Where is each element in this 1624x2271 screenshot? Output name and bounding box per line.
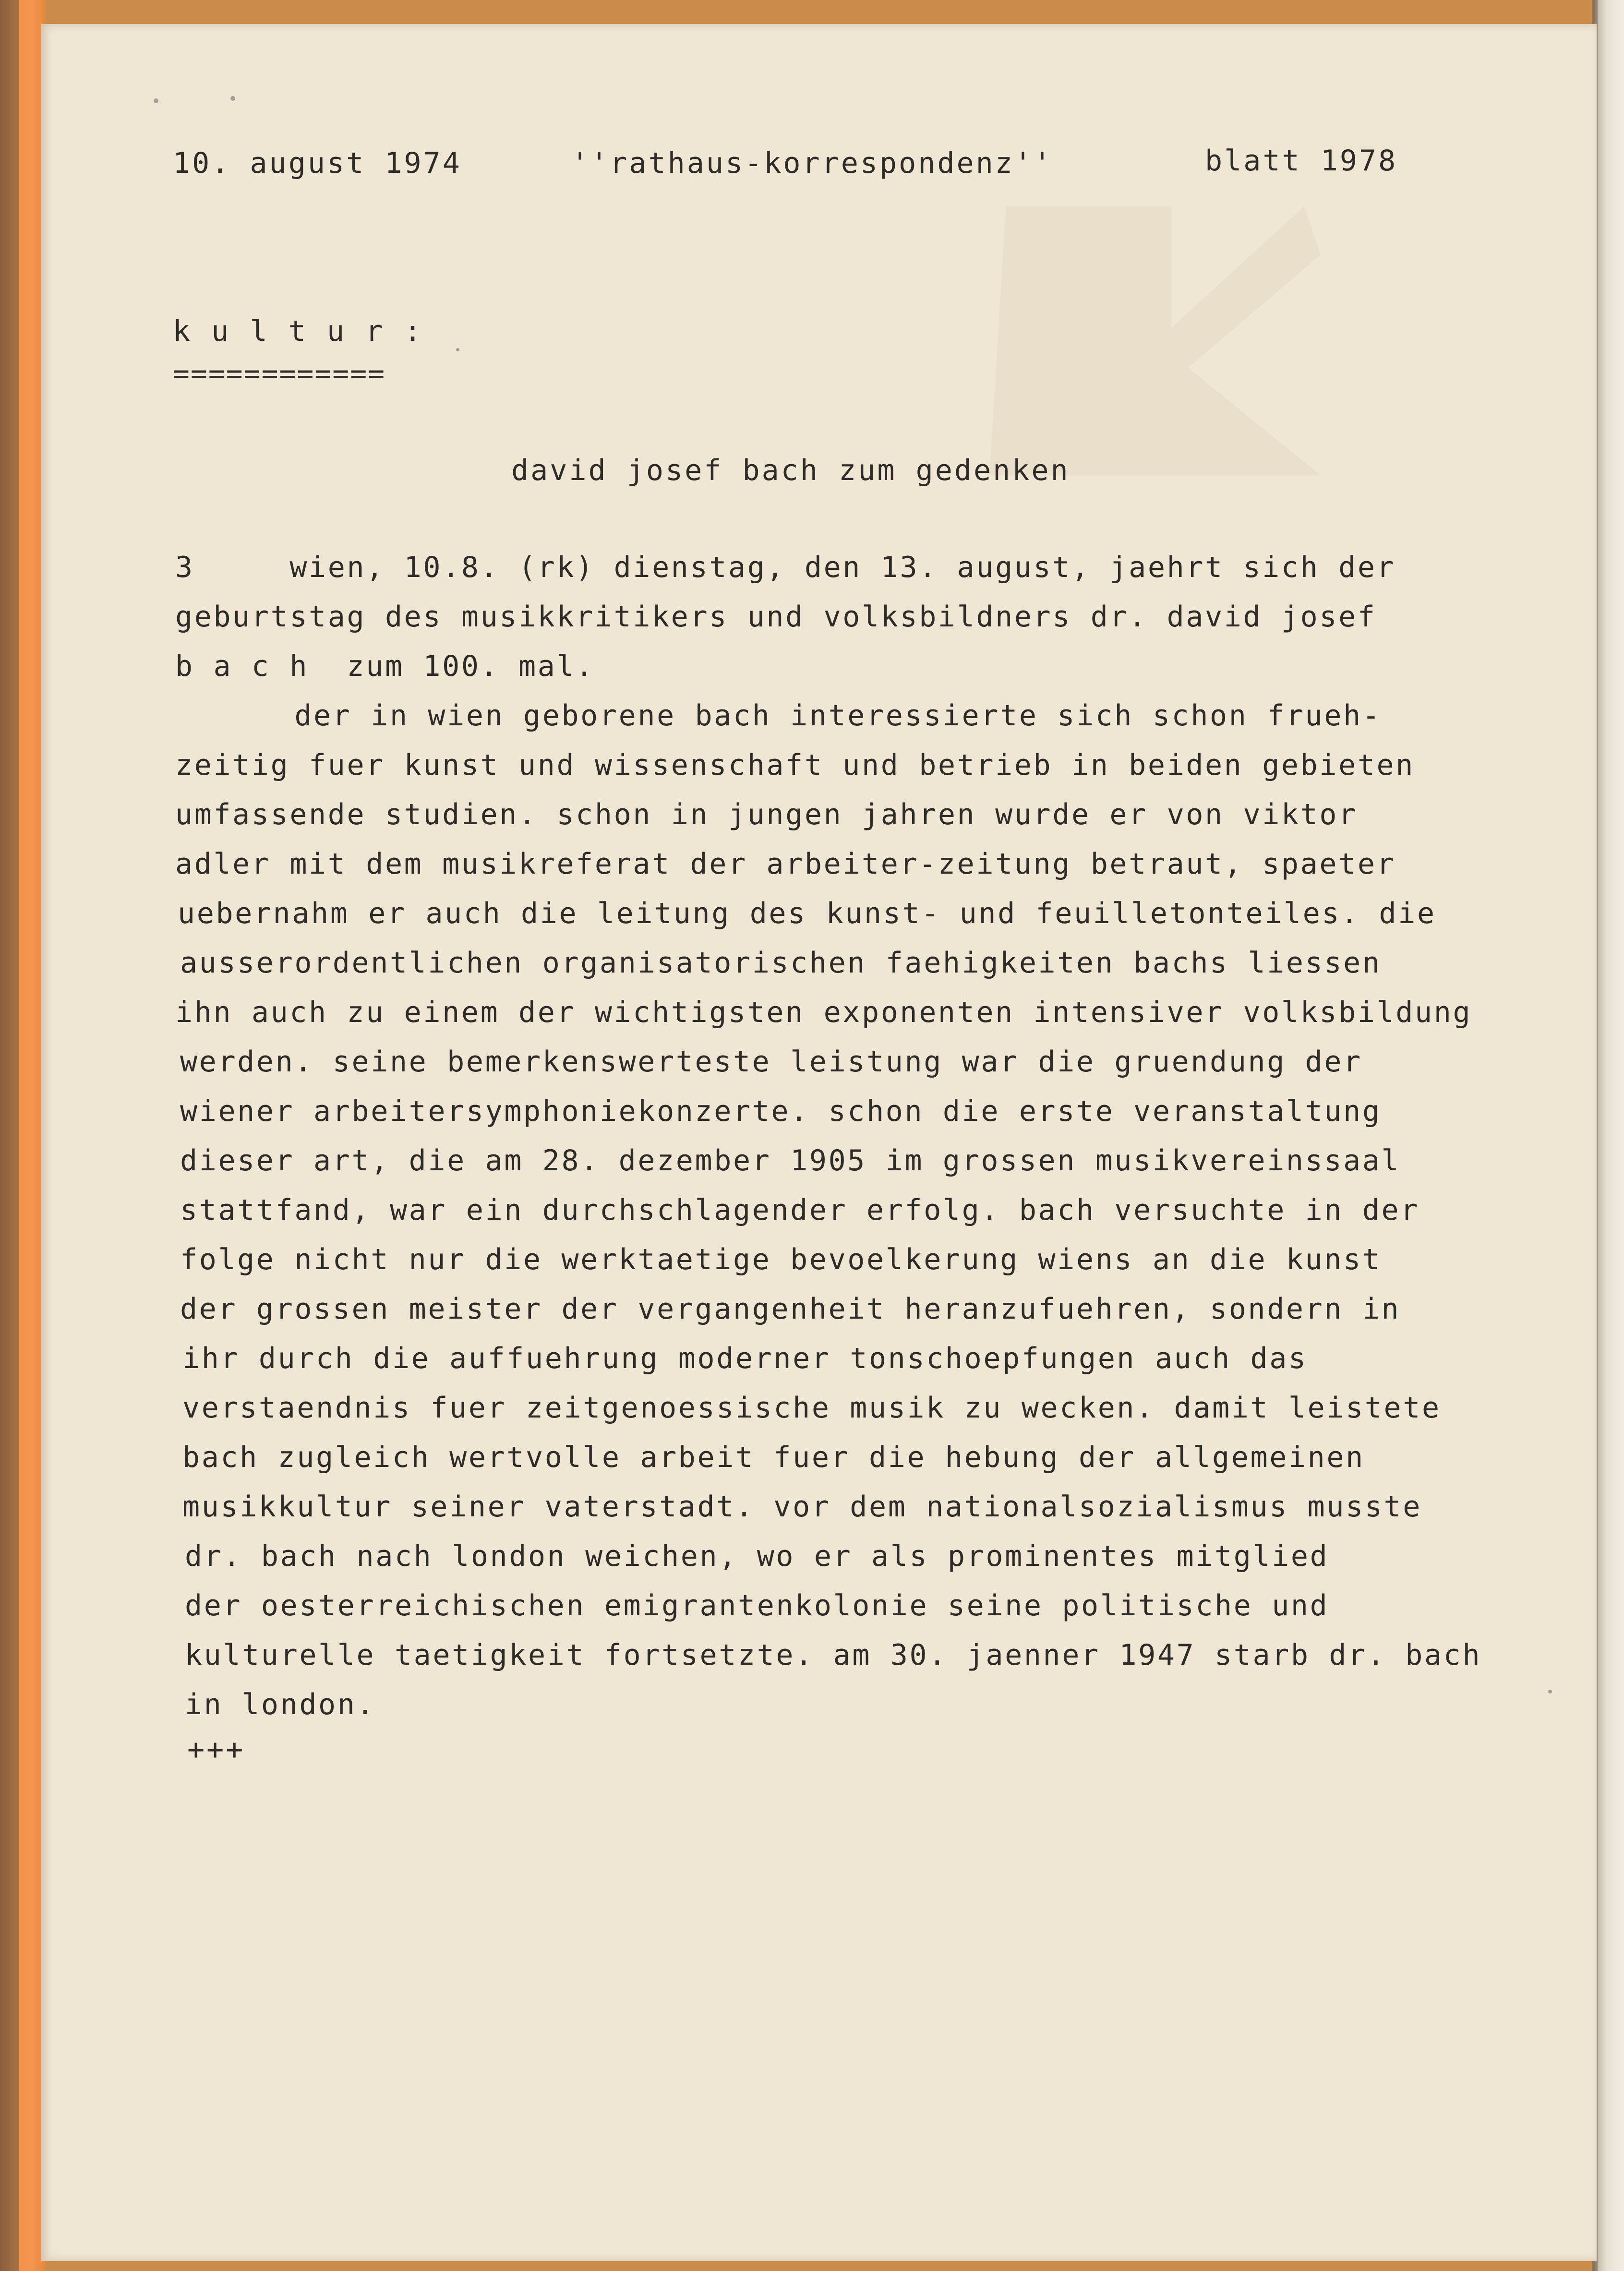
article-line: umfassende studien. schon in jungen jahren wurde er von viktor xyxy=(175,798,1358,831)
article-line: 3 wien, 10.8. (rk) dienstag, den 13. august, jaehrt sich der xyxy=(175,551,1396,584)
article-line: in london. xyxy=(185,1688,376,1721)
article-line: uebernahm er auch die leitung des kunst- und feuilletonteiles. die xyxy=(178,897,1436,930)
paper-speck xyxy=(154,98,158,103)
section-underline: ============ xyxy=(173,357,386,390)
article-line: ihn auch zu einem der wichtigsten exponenten intensiver volksbildung xyxy=(175,996,1472,1029)
article-line: der oesterreichischen emigrantenkolonie seine politische und xyxy=(185,1589,1329,1622)
paper-speck xyxy=(1548,1690,1552,1694)
article-line: der in wien geborene bach interessierte sich schon frueh- xyxy=(180,699,1382,733)
article-line: der grossen meister der vergangenheit heranzufuehren, sondern in xyxy=(180,1292,1401,1326)
article-line: kulturelle taetigkeit fortsetzte. am 30. jaenner 1947 starb dr. bach xyxy=(185,1638,1482,1672)
header-sheet-number: blatt 1978 xyxy=(1205,144,1398,178)
header-publication: ''rathaus-korrespondenz'' xyxy=(571,146,1053,180)
header-date: 10. august 1974 xyxy=(173,146,462,180)
article-line: dr. bach nach london weichen, wo er als prominentes mitglied xyxy=(185,1539,1329,1573)
paper-speck xyxy=(456,348,459,351)
page-stack-edge xyxy=(1595,0,1624,2271)
article-line: dieser art, die am 28. dezember 1905 im grossen musikvereinssaal xyxy=(180,1144,1401,1178)
article-line: geburtstag des musikkritikers und volksbildners dr. david josef xyxy=(175,600,1377,634)
paper-speck xyxy=(230,96,235,101)
binding-shadow xyxy=(0,0,19,2271)
article-line: adler mit dem musikreferat der arbeiter-zeitung betraut, spaeter xyxy=(175,847,1396,881)
article-line: stattfand, war ein durchschlagender erfolg. bach versuchte in der xyxy=(180,1193,1419,1227)
article-line: ausserordentlichen organisatorischen faehigkeiten bachs liessen xyxy=(180,946,1382,980)
article-headline: david josef bach zum gedenken xyxy=(511,454,1070,487)
article-line: musikkultur seiner vaterstadt. vor dem nationalsozialismus musste xyxy=(182,1490,1422,1524)
article-line: wiener arbeitersymphoniekonzerte. schon die erste veranstaltung xyxy=(180,1094,1382,1128)
article-line: verstaendnis fuer zeitgenoessische musik zu wecken. damit leistete xyxy=(182,1391,1441,1425)
article-line: b a c h zum 100. mal. xyxy=(175,649,595,683)
section-label: k u l t u r : xyxy=(173,314,423,348)
article-line: folge nicht nur die werktaetige bevoelkerung wiens an die kunst xyxy=(180,1243,1382,1276)
end-mark: +++ xyxy=(187,1733,245,1766)
article-line: zeitig fuer kunst und wissenschaft und betrieb in beiden gebieten xyxy=(175,748,1415,782)
article-line: ihr durch die auffuehrung moderner tonschoepfungen auch das xyxy=(182,1342,1308,1375)
article-line: werden. seine bemerkenswerteste leistung war die gruendung der xyxy=(180,1045,1362,1079)
article-line: bach zugleich wertvolle arbeit fuer die hebung der allgemeinen xyxy=(182,1441,1365,1474)
faint-stamp-mark xyxy=(989,206,1321,475)
